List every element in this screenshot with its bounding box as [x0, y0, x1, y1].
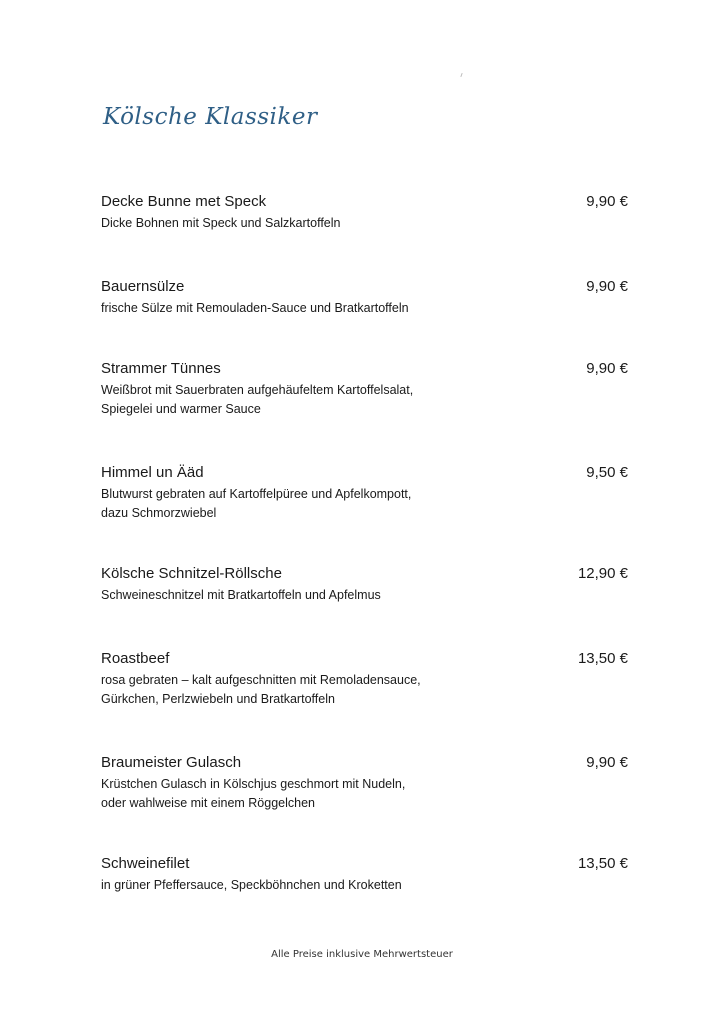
page-title: Kölsche Klassiker — [103, 104, 318, 130]
menu-item-description-line: Spiegelei und warmer Sauce — [101, 402, 261, 416]
menu-item-name: Strammer Tünnes — [101, 360, 221, 377]
scan-speck — [460, 73, 462, 77]
menu-item-description-line: oder wahlweise mit einem Röggelchen — [101, 796, 316, 810]
menu-item-price: 9,90 € — [586, 360, 628, 377]
menu-item-description-line: frische Sülze mit Remouladen-Sauce und Bratkartoffeln — [101, 301, 409, 315]
menu-item-description-line: Dicke Bohnen mit Speck und Salzkartoffeln — [101, 216, 341, 230]
menu-item-price: 13,50 € — [577, 650, 628, 667]
menu-item-name: Kölsche Schnitzel-Röllsche — [101, 565, 282, 582]
menu-item-description — [101, 876, 402, 895]
menu-item-price: 9,50 € — [586, 464, 628, 481]
menu-item-description-line: Gürkchen, Perlzwiebeln und Bratkartoffeln — [101, 692, 335, 706]
menu-item-name: Bauernsülze — [101, 278, 185, 295]
menu-item-name: Decke Bunne met Speck — [101, 193, 267, 210]
menu-item-description — [101, 214, 340, 233]
menu-item-price: 9,90 € — [586, 754, 628, 771]
menu-item-description-line: rosa gebraten – kalt aufgeschnitten mit Remoladensauce, — [101, 673, 421, 687]
menu-item-description-line: in grüner Pfeffersauce, Speckböhnchen und Kroketten — [101, 878, 402, 892]
menu-item-description — [101, 671, 421, 709]
menu-item-description — [101, 381, 413, 419]
menu-item-price: 12,90 € — [577, 565, 628, 582]
menu-item-name: Schweinefilet — [101, 855, 190, 872]
menu-item-description — [101, 299, 409, 318]
menu-item-price: 13,50 € — [577, 855, 628, 872]
menu-item-description — [101, 775, 405, 813]
menu-item-description-line: dazu Schmorzwiebel — [101, 506, 217, 520]
menu-item-description-line: Schweineschnitzel mit Bratkartoffeln und Apfelmus — [101, 588, 381, 602]
menu-item-price: 9,90 € — [586, 278, 628, 295]
menu-item-name: Roastbeef — [101, 650, 170, 667]
menu-item-description — [101, 586, 381, 605]
menu-item-price: 9,90 € — [586, 193, 628, 210]
menu-item-description-line: Krüstchen Gulasch in Kölschjus geschmort mit Nudeln, — [101, 777, 406, 791]
menu-item-description-line: Blutwurst gebraten auf Kartoffelpüree und Apfelkompott, — [101, 487, 412, 501]
menu-item-description-line: Weißbrot mit Sauerbraten aufgehäufeltem Kartoffelsalat, — [101, 383, 414, 397]
price-footnote: Alle Preise inklusive Mehrwertsteuer — [271, 949, 453, 960]
menu-item-name: Braumeister Gulasch — [101, 754, 242, 771]
menu-item-description — [101, 485, 411, 523]
menu-item-name: Himmel un Ääd — [101, 464, 204, 481]
